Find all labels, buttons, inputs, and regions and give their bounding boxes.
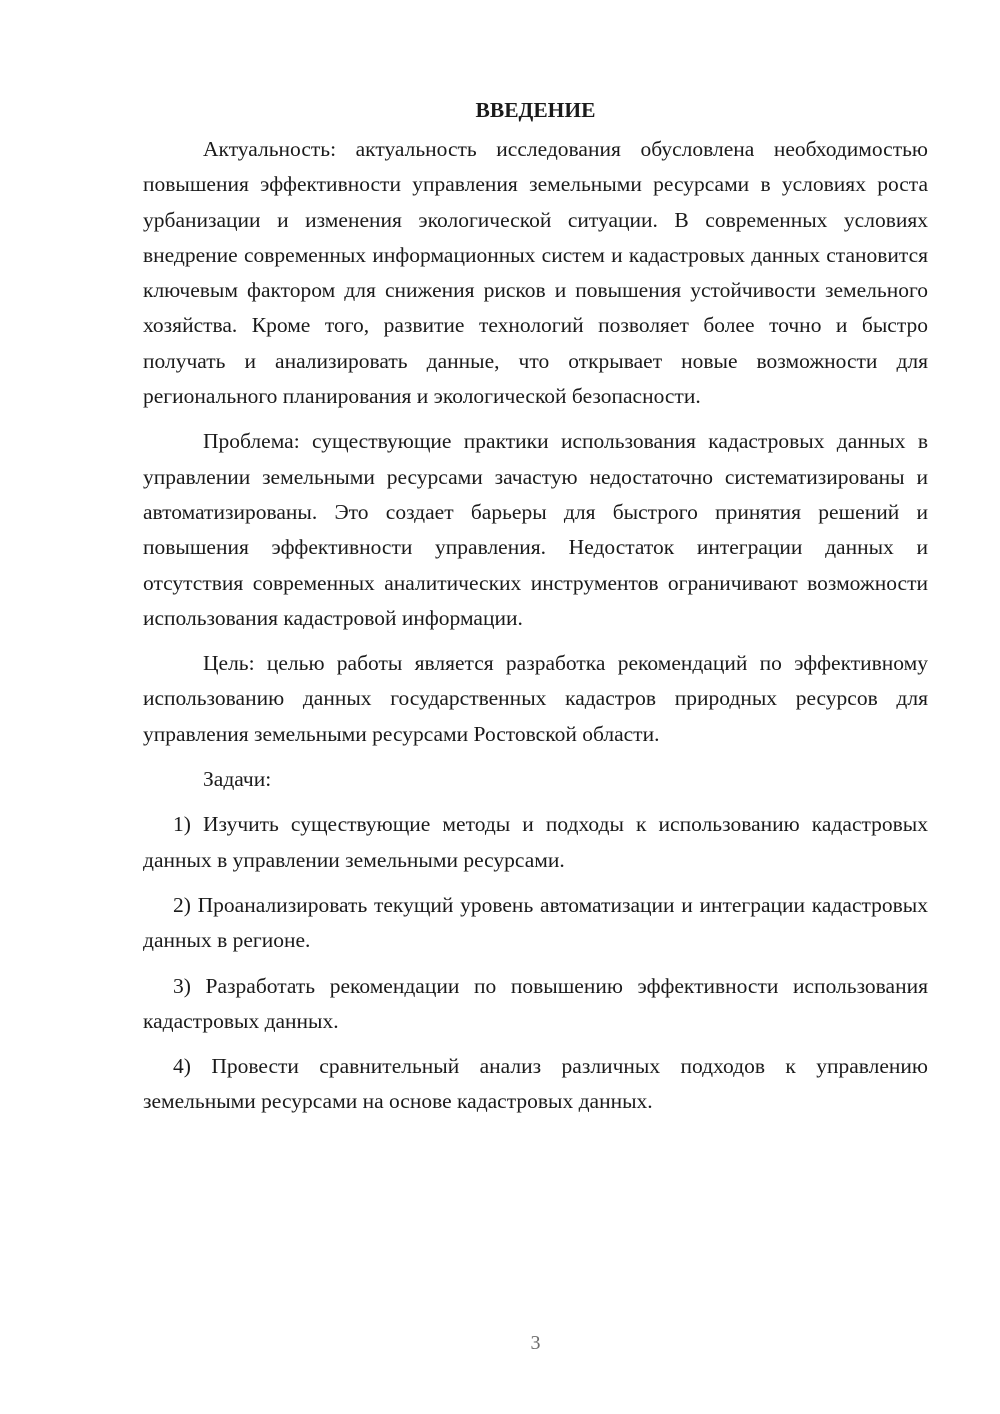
page-title: ВВЕДЕНИЕ: [475, 98, 596, 122]
task-item-3: 3) Разработать рекомендации по повышению эффективности использования кадастровых данных.: [143, 973, 928, 1033]
page-number: 3: [530, 1332, 541, 1354]
goal-paragraph: Цель: целью работы является разработка рекомендаций по эффективному использованию данных государственных кадастров природных ресурсов для управления земельными ресурсами Ростовской области.: [143, 651, 928, 746]
document-page: [143, 92, 928, 1120]
task-item-4: 4) Провести сравнительный анализ различных подходов к управлению земельными ресурсами на основе кадастровых данных.: [143, 1054, 928, 1114]
problem-paragraph: Проблема: существующие практики использования кадастровых данных в управлении земельными ресурсами зачастую недостаточно систематизированы и автоматизированы. Это создает барьеры для быстрого принятия решений и повышения эффективности управления. Недостаток интеграции данных и отсутствия современных аналитических инструментов ограничивают возможности использования кадастровой информации.: [143, 429, 928, 630]
tasks-heading: Задачи:: [203, 767, 272, 792]
relevance-paragraph: Актуальность: актуальность исследования обусловлена необходимостью повышения эффективности управления земельными ресурсами в условиях роста урбанизации и изменения экологической ситуации. В современных условиях внедрение современных информационных систем и кадастровых данных становится ключевым фактором для снижения рисков и повышения устойчивости земельного хозяйства. Кроме того, развитие технологий позволяет более точно и быстро получать и анализировать данные, что открывает новые возможности для регионального планирования и экологической безопасности.: [143, 137, 928, 409]
task-item-1: 1) Изучить существующие методы и подходы к использованию кадастровых данных в управлении земельными ресурсами.: [143, 812, 928, 872]
task-item-2: 2) Проанализировать текущий уровень автоматизации и интеграции кадастровых данных в регионе.: [143, 892, 928, 953]
